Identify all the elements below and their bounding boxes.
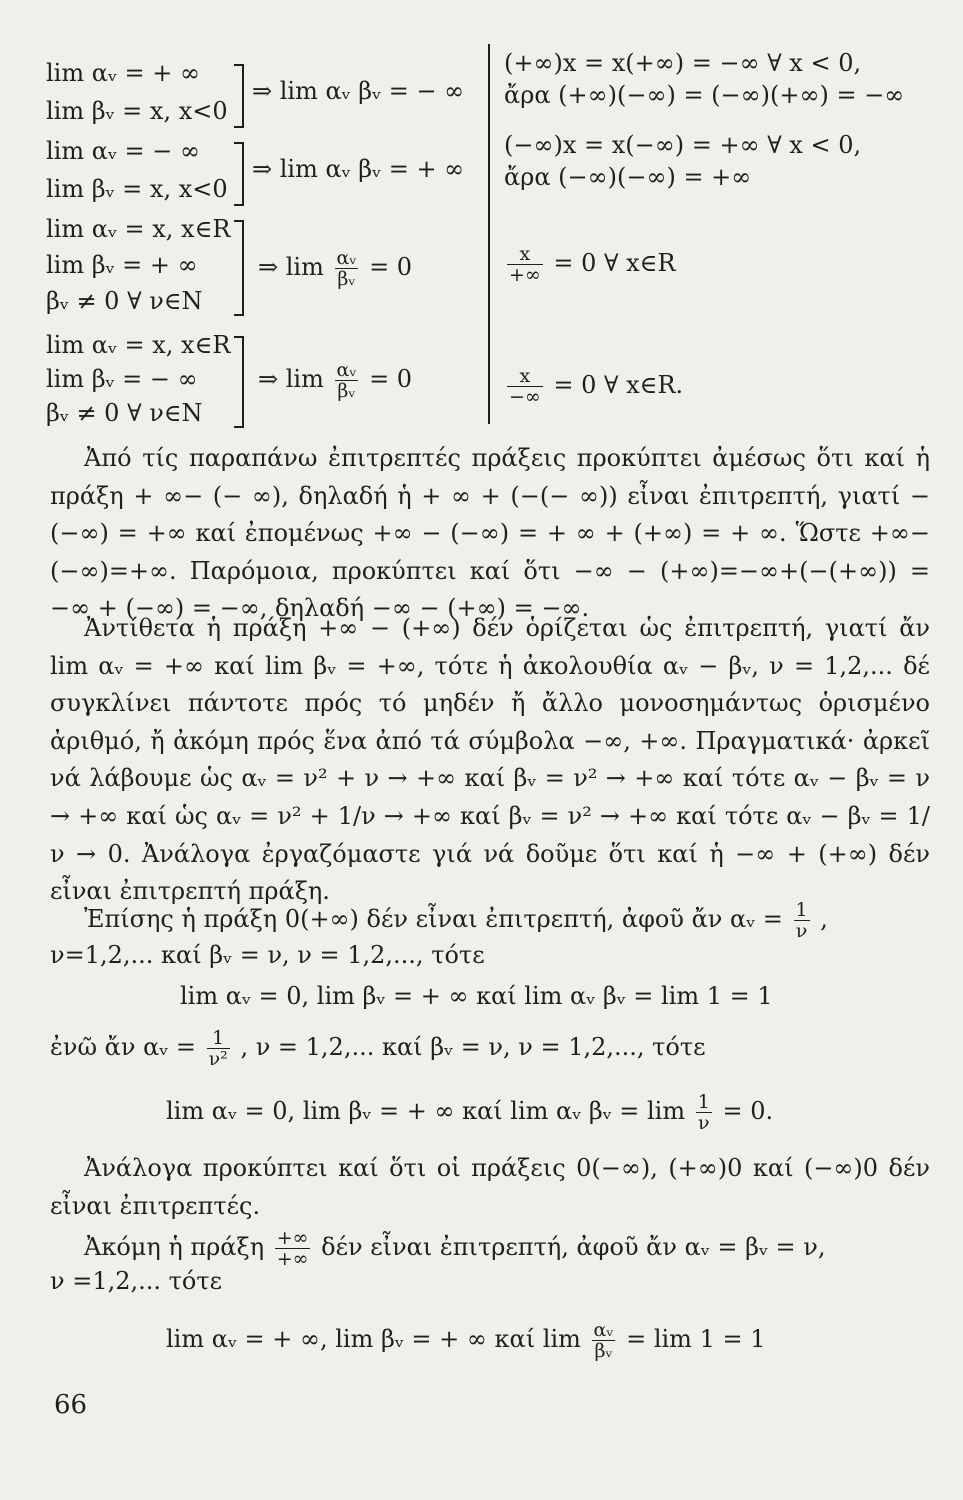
right-brace [234, 64, 244, 128]
paragraph-line: ἐνῶ ἄν αᵥ = $\frac{1}{\text{ν²}}$ , ν = 1,2,... καί βᵥ = ν, ν = 1,2,..., τότε [50, 1027, 706, 1070]
display-equation: lim αᵥ = + ∞, lim βᵥ = + ∞ καί lim $\frac{\text{αᵥ}}{\text{βᵥ}}$ = lim 1 = 1 [166, 1319, 766, 1362]
right-brace [234, 220, 244, 316]
cond-line: lim αᵥ = x, x∈R [46, 215, 231, 243]
paragraph-line: ν=1,2,... καί βᵥ = ν, ν = 1,2,..., τότε [50, 941, 485, 969]
paragraph: Ἀνάλογα προκύπτει καί ὅτι οἱ πράξεις 0(−∞), (+∞)0 καί (−∞)0 δέν εἶναι ἐπιτρεπτές. [50, 1154, 930, 1220]
paragraph-line: Ἀκόμη ἡ πράξη $\frac{+\infty}{+\infty}$ δέν εἶναι ἐπιτρεπτή, ἀφοῦ ἄν αᵥ = βᵥ = ν, [84, 1227, 826, 1270]
limit-result: ⇒ lim αᵥ βᵥ = − ∞ [252, 77, 465, 105]
fraction: $\frac{\text{αᵥ}}{\text{βᵥ}}$ [336, 247, 357, 290]
fraction: $\frac{1}{\nu}$ [795, 899, 808, 942]
right-eq-line: ἄρα (−∞)(−∞) = +∞ [504, 163, 752, 191]
right-eq-line: (+∞)x = x(+∞) = −∞ ∀ x < 0, [504, 49, 862, 77]
fraction: $\frac{1}{\text{ν²}}$ [208, 1027, 228, 1070]
page-number: 66 [54, 1390, 88, 1420]
cond-line: lim αᵥ = x, x∈R [46, 331, 231, 359]
cond-line: βᵥ ≠ 0 ∀ ν∈N [46, 287, 203, 315]
fraction: $\frac{\text{αᵥ}}{\text{βᵥ}}$ [336, 359, 357, 402]
cond-line: βᵥ ≠ 0 ∀ ν∈N [46, 399, 203, 427]
right-eq-line: ἄρα (+∞)(−∞) = (−∞)(+∞) = −∞ [504, 81, 905, 109]
cond-line: lim βᵥ = + ∞ [46, 251, 198, 279]
paragraph-line: Ἐπίσης ἡ πράξη 0(+∞) δέν εἶναι ἐπιτρεπτή, ἀφοῦ ἄν αᵥ = $\frac{1}{\nu}$ , [84, 899, 828, 942]
paragraph: Ἀπό τίς παραπάνω ἐπιτρεπτές πράξεις προκύπτει ἀμέσως ὅτι καί ἡ πράξη + ∞− (− ∞), δηλαδή ἡ + ∞ + (−(− ∞)) εἶναι ἐπιτρεπτή, γιατί −(−∞) = +∞ καί ἐπομένως +∞ − (−∞) = + ∞ + (+∞) = + ∞. Ὥστε +∞−(−∞)=+∞. Παρόμοια, προκύπτει καί ὅτι −∞ − (+∞)=−∞+(−(+∞)) = −∞ + (−∞) = −∞, δηλαδή −∞ − (+∞) = −∞. [50, 444, 930, 623]
right-brace [234, 336, 244, 428]
fraction: $\frac{x}{+\infty}$ [509, 243, 541, 286]
cond-line: lim αᵥ = + ∞ [46, 59, 200, 87]
fraction: $\frac{1}{\nu}$ [697, 1091, 710, 1134]
cond-line: lim βᵥ = x, x<0 [46, 175, 228, 203]
display-equation: lim αᵥ = 0, lim βᵥ = + ∞ καί lim αᵥ βᵥ = lim $\frac{1}{\nu}$ = 0. [166, 1091, 774, 1134]
right-brace [234, 142, 244, 206]
paragraph: Ἀντίθετα ἡ πράξη +∞ − (+∞) δέν ὁρίζεται ὡς ἐπιτρεπτή, γιατί ἄν lim αᵥ = +∞ καί lim βᵥ = +∞, τότε ἡ ἀκολουθία αᵥ − βᵥ, ν = 1,2,... δέ συγκλίνει πάντοτε πρός τό μηδέν ἤ ἄλλο μονοσημάντως ὁρισμένο ἀριθμό, ἤ ἀκόμη πρός ἕνα ἀπό τά σύμβολα −∞, +∞. Πραγματικά· ἀρκεῖ νά λάβουμε ὡς αᵥ = ν² + ν → +∞ καί βᵥ = ν² → +∞ καί τότε αᵥ − βᵥ = ν → +∞ καί ὡς αᵥ = ν² + 1/ν → +∞ καί βᵥ = ν² → +∞ καί τότε αᵥ − βᵥ = 1/ν → 0. Ἀνάλογα ἐργαζόμαστε γιά νά δοῦμε ὅτι καί ἡ −∞ + (+∞) δέν εἶναι ἐπιτρεπτή πράξη. [50, 614, 930, 906]
limit-result: ⇒ lim αᵥ βᵥ = + ∞ [252, 155, 465, 183]
cond-line: lim βᵥ = − ∞ [46, 365, 198, 393]
right-eq-line: $\frac{x}{-\infty}$ = 0 ∀ x∈R. [509, 365, 684, 408]
fraction: $\frac{\text{αᵥ}}{\text{βᵥ}}$ [593, 1319, 614, 1362]
limit-result: ⇒ lim $\frac{\text{αᵥ}}{\text{βᵥ}}$ = 0 [258, 247, 413, 290]
column-divider [488, 44, 490, 424]
fraction: $\frac{+\infty}{+\infty}$ [276, 1227, 309, 1270]
right-eq-line: (−∞)x = x(−∞) = +∞ ∀ x < 0, [504, 131, 862, 159]
cond-line: lim αᵥ = − ∞ [46, 137, 200, 165]
right-eq-line: $\frac{x}{+\infty}$ = 0 ∀ x∈R [509, 243, 676, 286]
cond-line: lim βᵥ = x, x<0 [46, 97, 228, 125]
paragraph-line: ν =1,2,... τότε [50, 1267, 223, 1295]
fraction: $\frac{x}{-\infty}$ [509, 365, 541, 408]
display-equation: lim αᵥ = 0, lim βᵥ = + ∞ καί lim αᵥ βᵥ = lim 1 = 1 [180, 982, 773, 1010]
limit-result: ⇒ lim $\frac{\text{αᵥ}}{\text{βᵥ}}$ = 0 [258, 359, 413, 402]
